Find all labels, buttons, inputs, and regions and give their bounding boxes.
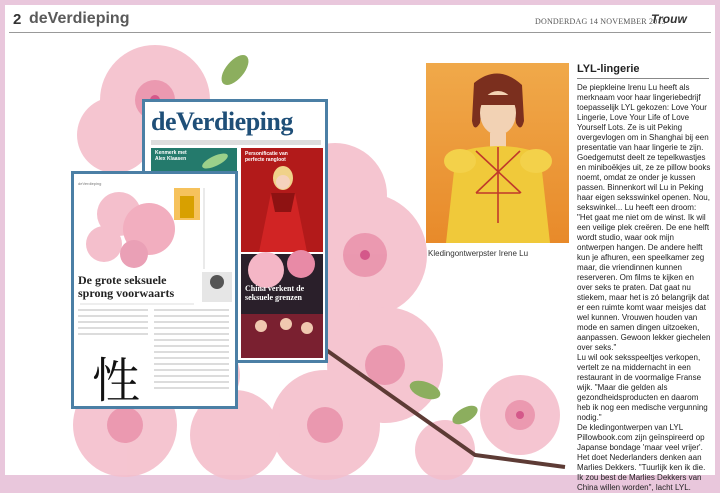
red-teaser-panel bbox=[241, 148, 323, 252]
thumbnail-kicker: deVerdieping bbox=[78, 181, 102, 186]
chinese-character-sex: 性 bbox=[92, 353, 141, 409]
thumbnail-headline: De grote seksuele sprong voorwaarts bbox=[78, 273, 175, 300]
article-paragraph: De kledingontwerpen van LYL Pillowbook.com zijn geïnspireerd op Japanse bondage 'maar veel vrijer'. Het doet Nederlanders denken aan Marlies Dekkers. "Tuurlijk ken ik die. Ik zou best de Marlies Dekkers van China willen worden", lacht LYL. bbox=[577, 423, 706, 492]
page-number: 2 bbox=[13, 11, 22, 28]
article-paragraph: Goedgemutst deelt ze tepelkwastjes en miniboëkjes uit, ze ze pillow books noemt, omdat ze onder je kussen passen. Binnenkort wil Lu in Peking haar eigen seksswinkel openen. Nou, sekswinkel... Lu heeft een droom: "Het gaat me niet om de winst. Ik wil een veilige plek creëren. De ene helft wordt studio, waar ook mijn ontwerpen hangen. De andere helft kun je afhuren, een speelkamer zeg maar, die vriendinnen kunnen reserveren. Om films te kijken en over seks te praten. Dat gaat nu stiekem, maar het is zó belangrijk dat er een ruimte komt waar meisjes dat wel kunnen. Vrouwen houden van mode en samen dingen uitzoeken, aanpassen. Gewoon lekker giechelen over seks." bbox=[577, 153, 711, 352]
article-paragraph: Lu wil ook seksspeeltjes verkopen, vertelt ze na middernacht in een restaurant in de voormalige Franse wijk. "Maar die gelden als gezondheidsproducten en daarom heb ik nog een medische vergunning nodig." bbox=[577, 353, 708, 422]
photo-caption: Kledingontwerpster Irene Lu bbox=[428, 249, 529, 258]
article-title-rule bbox=[577, 78, 709, 79]
article-body bbox=[577, 83, 711, 493]
header-rule bbox=[9, 32, 711, 33]
designer-portrait-image bbox=[426, 63, 569, 243]
article-paragraph: De piepkleine Irenu Lu heeft als merknaam voor haar lingeriebedrijf toepasselijk LYL gekozen: Love Your Lingerie, Love Your Life of Love Yourself Lots. Ze is uit Peking overgevlogen om in Shanghai bij een presentatie van haar lingerie te zijn. bbox=[577, 83, 709, 152]
masthead-strip bbox=[151, 140, 321, 145]
red-teaser-text: Personificatie van perfecte rangloot bbox=[245, 151, 288, 163]
china-teaser-headline: China verkent de seksuele grenzen bbox=[245, 284, 305, 302]
china-teaser-panel bbox=[241, 254, 323, 358]
teal-teaser-text: Kenmerk met Alex Klaasen bbox=[155, 150, 187, 162]
china-teaser-image bbox=[241, 254, 323, 358]
inside-page-thumbnail[interactable] bbox=[71, 171, 238, 409]
newspaper-page bbox=[5, 5, 715, 492]
thumbnail-masthead: deVerdieping bbox=[151, 107, 293, 136]
woman-in-red-dress-image bbox=[241, 148, 323, 252]
irene-lu-photo bbox=[426, 63, 569, 243]
issue-date: DONDERDAG 14 NOVEMBER 2013 bbox=[535, 17, 666, 26]
page-header bbox=[5, 5, 715, 35]
newspaper-logo: Trouw bbox=[651, 12, 687, 26]
section-title: deVerdieping bbox=[29, 10, 130, 27]
article-title: LYL-lingerie bbox=[577, 63, 640, 75]
